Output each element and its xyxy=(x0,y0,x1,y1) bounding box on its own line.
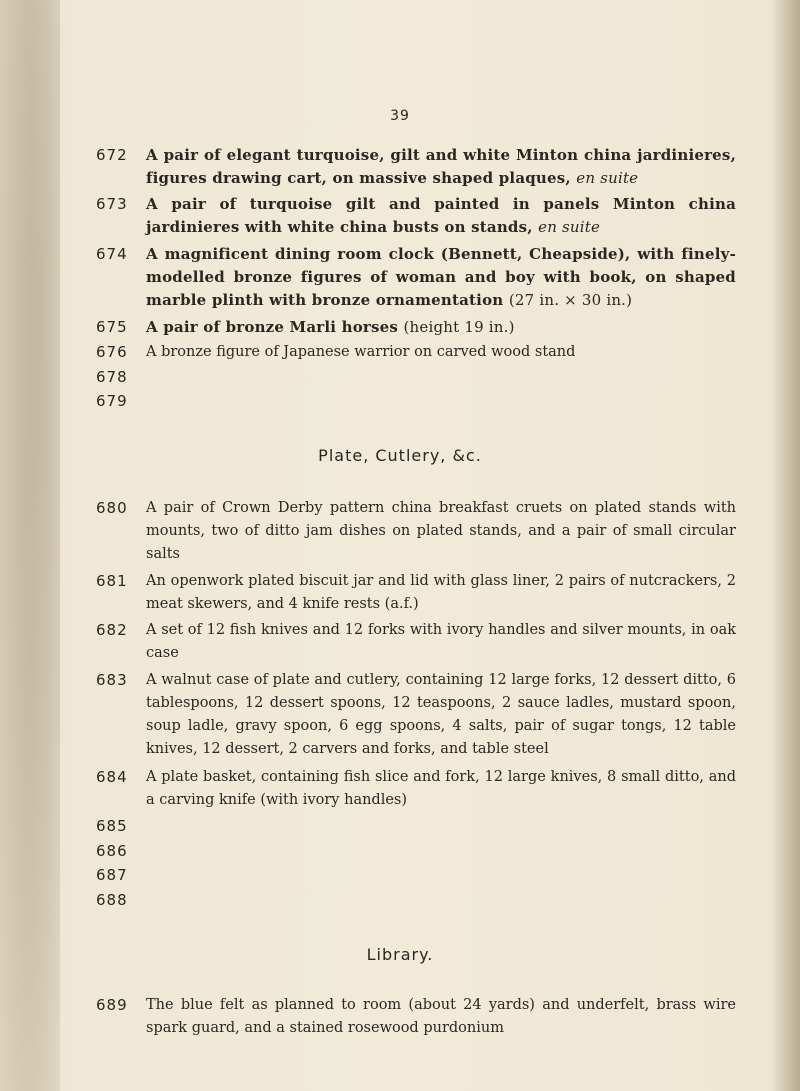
lot-number: 673 xyxy=(96,195,128,213)
lot-number: 672 xyxy=(96,146,128,164)
lot-number: 679 xyxy=(96,392,128,410)
lot-description: A pair of turquoise gilt and painted in panels Minton china jardinieres with white china busts on stands, en suite xyxy=(146,195,736,236)
lot-number: 686 xyxy=(96,842,128,860)
lot-description: A set of 12 fish knives and 12 forks with ivory handles and silver mounts, in oak case xyxy=(146,622,736,661)
lot-description: A plate basket, containing fish slice and fork, 12 large knives, 8 small ditto, and a carving knife (with ivory handles) xyxy=(146,769,736,808)
lot-number: 678 xyxy=(96,368,128,386)
lot-description: A walnut case of plate and cutlery, containing 12 large forks, 12 dessert ditto, 6 tablespoons, 12 dessert spoons, 12 teaspoons, 2 sauce ladles, mustard spoon, soup ladle, gravy spoon, 6 egg spoons, 4 salts, pair of sugar tongs, 12 table knives, 12 dessert, 2 carvers and forks, and table steel xyxy=(146,672,736,757)
lot-description: A pair of elegant turquoise, gilt and white Minton china jardinieres, figures drawing cart, on massive shaped plaques, en suite xyxy=(146,146,736,187)
lot-description: A pair of Crown Derby pattern china breakfast cruets on plated stands with mounts, two of ditto jam dishes on plated stands, and a pair of small circular salts xyxy=(146,500,736,562)
lot-number: 680 xyxy=(96,499,128,517)
lot-description: A pair of bronze Marli horses (height 19 in.) xyxy=(146,318,515,336)
lot-description: An openwork plated biscuit jar and lid with glass liner, 2 pairs of nutcrackers, 2 meat skewers, and 4 knife rests (a.f.) xyxy=(146,573,736,612)
lot-number: 682 xyxy=(96,621,128,639)
lot-number: 674 xyxy=(96,245,128,263)
lot-number: 681 xyxy=(96,572,128,590)
lot-description: A magnificent dining room clock (Bennett, Cheapside), with finely-modelled bronze figures of woman and boy with book, on shaped marble plinth with bronze ornamentation (27 in. × 30 in.) xyxy=(146,245,736,309)
lot-number: 684 xyxy=(96,768,128,786)
lot-number: 683 xyxy=(96,671,128,689)
lot-number: 685 xyxy=(96,817,128,835)
section-heading-plate-cutlery: Plate, Cutlery, &c. xyxy=(318,446,482,465)
lot-number: 688 xyxy=(96,891,128,909)
lot-number: 687 xyxy=(96,866,128,884)
lot-number: 689 xyxy=(96,996,128,1014)
lot-number: 676 xyxy=(96,343,128,361)
lot-number: 675 xyxy=(96,318,128,336)
lot-description: The blue felt as planned to room (about 24 yards) and underfelt, brass wire spark guard, and a stained rosewood purdonium xyxy=(146,997,736,1036)
lot-description: A bronze figure of Japanese warrior on carved wood stand xyxy=(146,344,576,360)
page-edge-bleed xyxy=(0,0,60,1091)
page-number: 39 xyxy=(390,108,410,124)
section-heading-library: Library. xyxy=(366,945,434,964)
